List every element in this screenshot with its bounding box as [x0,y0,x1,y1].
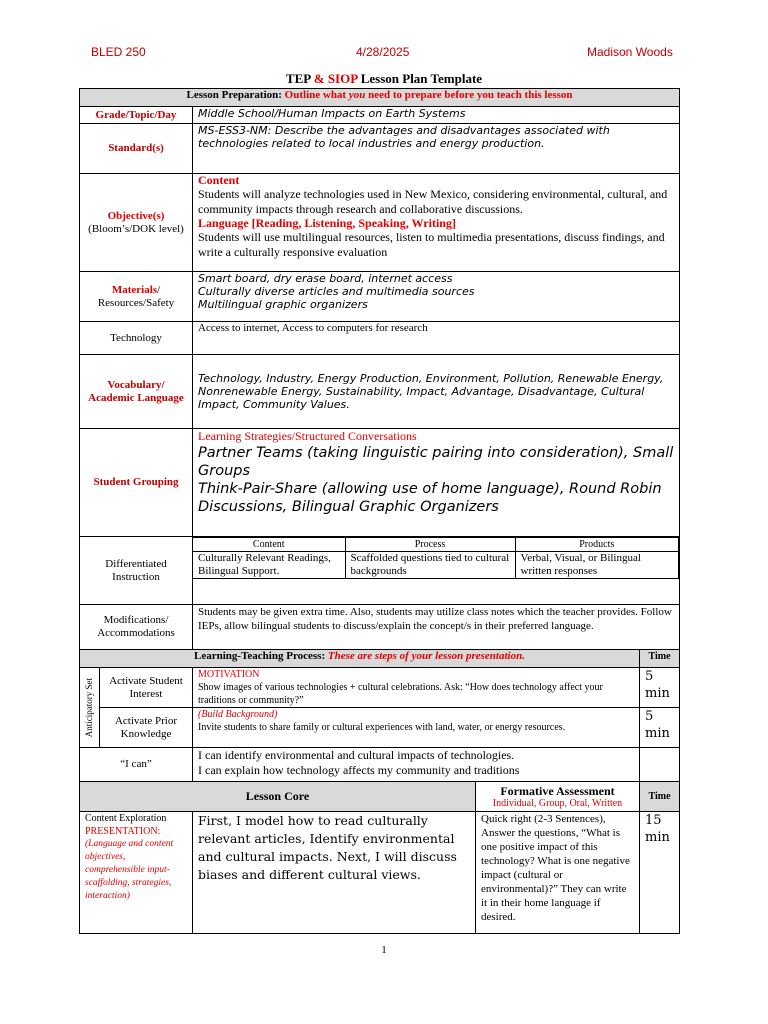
differentiated-label: Differentiated Instruction [80,537,193,605]
ican-value [193,748,640,782]
grade-row [80,107,680,124]
materials-sublabel: Resources/Safety [97,296,175,309]
objectives-value [193,174,680,272]
anticipatory-side-label: Anticipatory Set [84,677,94,738]
prior-head: (Build Background) [198,709,278,720]
core-label-cell [80,812,193,934]
standards-value: MS-ESS3-NM: Describe the advantages and disadvantages associated with technologies related to local industries and energy production. [193,124,680,174]
prior-value [193,708,640,748]
differentiated-cell [193,537,680,605]
vocabulary-value: Technology, Industry, Energy Production, Environment, Pollution, Renewable Energy, Nonrenewable Energy, Sustainability, Impact, Advantage, Disadvantage, Cultural Impact, Community Values. [193,355,680,429]
objectives-content-head: Content [198,173,240,187]
standards-row [80,124,680,174]
title-part1: TEP [285,71,314,86]
grade-label: Grade/Topic/Day [80,107,193,124]
grouping-line1: Partner Teams (taking linguistic pairing into consideration), Small Groups [198,445,674,479]
grouping-line2: Think-Pair-Share (allowing use of home language), Round Robin Discussions, Bilingual Graphic Organizers [198,481,662,515]
core-header-row [80,782,680,812]
differentiated-subtable [193,537,679,579]
materials-row [80,272,680,322]
diff-header-process: Process [345,538,515,552]
course-code: BLED 250 [91,45,146,59]
lesson-plan-table [79,88,680,934]
objectives-language-text: Students will use multilingual resources, listen to multimedia presentations, discuss findings, and write a culturally responsive evaluation [198,230,665,259]
modifications-label: Modifications/ Accommodations [80,605,193,650]
process-header-text: These are steps of your lesson presentation. [327,650,525,662]
materials-line: Multilingual graphic organizers [198,298,368,311]
materials-line: Smart board, dry erase board, internet access [198,272,453,285]
interest-value [193,668,640,708]
grouping-row [80,429,680,537]
ican-line2: I can explain how technology affects my community and traditions [198,763,520,777]
grade-value: Middle School/Human Impacts on Earth Systems [193,107,680,124]
formative-subtitle: Individual, Group, Oral, Written [492,797,623,809]
technology-value: Access to internet, Access to computers for research [193,322,680,355]
materials-label-cell: Materials/ Resources/Safety [80,272,193,322]
differentiated-row [80,537,680,605]
vocabulary-row [80,355,680,429]
formative-title: Formative Assessment [500,783,615,798]
date: 4/28/2025 [356,45,410,59]
title-amp: & SIOP [313,71,358,86]
grouping-value [193,429,680,537]
materials-value [193,272,680,322]
core-text: First, I model how to read culturally relevant articles, Identify environmental and cultural impacts. Next, I will discuss biases and different cultural views. [193,812,476,934]
modifications-row [80,605,680,650]
diff-content: Culturally Relevant Readings, Bilingual Support. [193,552,345,579]
diff-process: Scaffolded questions tied to cultural backgrounds [345,552,515,579]
interest-row [80,668,680,708]
ican-time [640,748,680,782]
diff-header-content: Content [193,538,345,552]
materials-label: Materials [111,283,158,296]
materials-line: Culturally diverse articles and multimedia sources [198,285,475,298]
author: Madison Woods [587,45,673,59]
interest-label: Activate Student Interest [100,668,193,708]
page-number: 1 [381,944,387,956]
core-time: 15 min [640,812,680,934]
page-title [0,71,768,87]
grouping-label: Student Grouping [80,429,193,537]
prior-label: Activate Prior Knowledge [100,708,193,748]
prior-text: Invite students to share family or cultural experiences with land, water, or energy resources. [198,722,566,733]
process-header-label: Learning-Teaching Process: [194,650,328,662]
grouping-head: Learning Strategies/Structured Conversations [198,429,417,443]
core-assessment: Quick right (2-3 Sentences), Answer the questions, “What is one positive impact of this technology? What is one negative impact (cultural or environmental)?” They can write it in their home language if desired. [476,812,640,934]
objectives-sublabel: (Bloom’s/DOK level) [88,222,184,235]
objectives-row [80,174,680,272]
objectives-content-text: Students will analyze technologies used in New Mexico, considering environmental, cultural, and community impacts through research and collaborative discussions. [198,187,668,216]
prep-header-label: Lesson Preparation: [186,89,285,101]
ican-label: “I can” [80,748,193,782]
objectives-label: Objective(s) [107,209,165,222]
technology-label: Technology [80,322,193,355]
prior-time: 5 min [640,708,680,748]
process-header-row [80,650,680,668]
diff-products: Verbal, Visual, or Bilingual written responses [515,552,679,579]
diff-header-products: Products [515,538,679,552]
formative-header [476,782,640,812]
ican-line1: I can identify environmental and cultural impacts of technologies. [198,748,515,762]
prep-header-text2: need to prepare before you teach this lesson [365,89,573,101]
objectives-language-head: Language [Reading, Listening, Speaking, Writing] [198,216,456,230]
prep-header [80,89,680,107]
core-header: Lesson Core [80,782,476,812]
interest-text: Show images of various technologies + cultural celebrations. Ask: “How does technology affect your traditions or community?” [198,682,603,706]
prior-row [80,708,680,748]
anticipatory-side-cell [80,668,100,748]
process-header [80,650,640,668]
core-time-header: Time [640,782,680,812]
core-note: (Language and content objectives, comprehensible input- scaffolding, strategies, interaction) [85,839,174,901]
core-row [80,812,680,934]
core-presentation: PRESENTATION: [85,826,161,837]
ican-row [80,748,680,782]
objectives-label-cell [80,174,193,272]
modifications-value: Students may be given extra time. Also, students may utilize class notes which the teacher provides. Follow IEPs, allow bilingual students to discuss/explain the concept/s in their preferred language. [193,605,680,650]
title-part2: Lesson Plan Template [357,71,483,86]
standards-label: Standard(s) [80,124,193,174]
interest-head: MOTIVATION [198,669,260,680]
vocabulary-label: Vocabulary/ Academic Language [80,355,193,429]
technology-row [80,322,680,355]
prep-header-row [80,89,680,107]
core-label: Content Exploration [85,813,167,824]
interest-time: 5 min [640,668,680,708]
prep-header-text1: Outline what [284,89,349,101]
prep-header-you: you [348,89,366,101]
process-time-header: Time [640,650,680,668]
